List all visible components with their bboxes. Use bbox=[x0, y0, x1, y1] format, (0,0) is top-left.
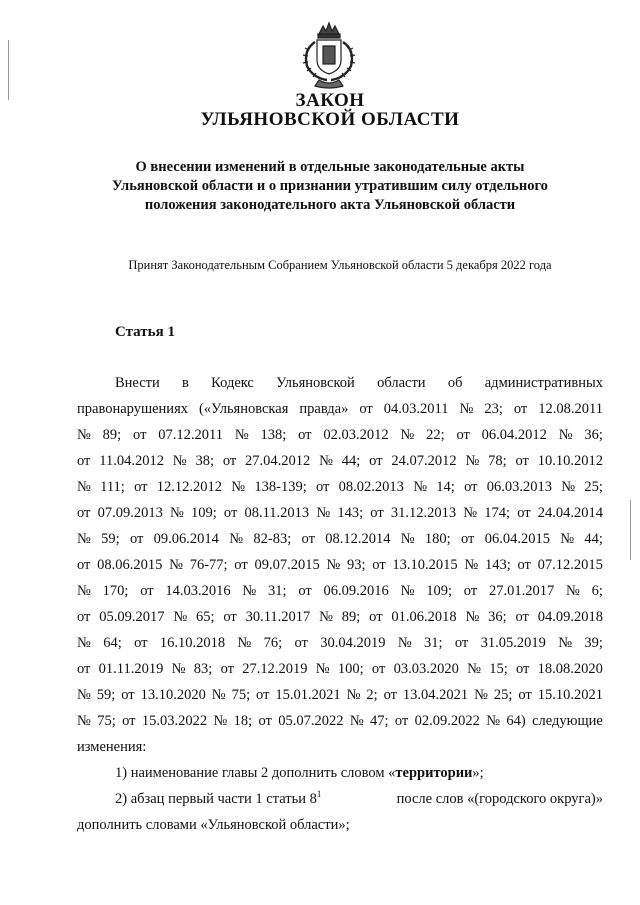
word: от bbox=[134, 479, 148, 495]
word: от bbox=[121, 687, 135, 703]
word: № bbox=[558, 427, 573, 443]
word: 25; bbox=[584, 479, 603, 495]
word: № bbox=[77, 427, 91, 443]
word: 64; bbox=[103, 635, 122, 651]
word: 31.05.2019 bbox=[480, 635, 546, 651]
word: правда» bbox=[299, 401, 349, 417]
word: 78; bbox=[488, 453, 507, 469]
coat-of-arms-emblem bbox=[297, 20, 361, 90]
word: от bbox=[77, 661, 91, 677]
scan-edge-mark bbox=[8, 40, 9, 100]
body-line bbox=[77, 500, 603, 526]
word: № bbox=[561, 479, 576, 495]
scan-edge-mark bbox=[630, 500, 631, 560]
word: 22; bbox=[426, 427, 445, 443]
word: № bbox=[234, 427, 249, 443]
word: 01.11.2019 bbox=[98, 661, 164, 677]
word: об bbox=[447, 375, 463, 391]
adoption-note: Принят Законодательным Собранием Ульяновской области 5 декабря 2022 года bbox=[128, 258, 552, 272]
word: 08.02.2013 bbox=[338, 479, 404, 495]
word: 138; bbox=[260, 427, 287, 443]
word: № bbox=[77, 713, 91, 729]
word: 65; bbox=[195, 609, 215, 625]
word: 10.10.2012 bbox=[537, 453, 603, 469]
word: 06.04.2015 bbox=[484, 531, 550, 547]
word: № bbox=[349, 713, 364, 729]
word: Кодекс bbox=[211, 375, 254, 391]
body-line bbox=[77, 552, 603, 578]
word: 83; bbox=[193, 661, 213, 677]
word: 31; bbox=[424, 635, 443, 651]
word: 15.03.2022 bbox=[141, 713, 208, 729]
word: от bbox=[220, 661, 234, 677]
word: 12.08.2011 bbox=[538, 401, 603, 417]
body-line bbox=[77, 656, 603, 682]
word: 27.01.2017 bbox=[488, 583, 555, 599]
word: 143; bbox=[337, 505, 364, 521]
word: 06.04.2012 bbox=[481, 427, 547, 443]
word: 6; bbox=[591, 583, 603, 599]
word: 08.11.2013 bbox=[244, 505, 310, 521]
word: 04.03.2011 bbox=[383, 401, 449, 417]
word: от bbox=[77, 453, 91, 469]
word: 13.04.2021 bbox=[402, 687, 469, 703]
word: 02.09.2022 bbox=[414, 713, 480, 729]
word: от bbox=[122, 713, 136, 729]
word: 38; bbox=[195, 453, 214, 469]
word: 47; bbox=[370, 713, 389, 729]
item1-prefix: 1) наименование главы 2 дополнить словом « bbox=[115, 765, 396, 781]
word: 04.09.2018 bbox=[537, 609, 603, 625]
word: от bbox=[301, 531, 315, 547]
word: 109; bbox=[190, 505, 217, 521]
body-line bbox=[77, 422, 603, 448]
word: 01.06.2018 bbox=[391, 609, 457, 625]
word: № bbox=[459, 401, 474, 417]
word: от bbox=[515, 453, 529, 469]
word: Ульяновской bbox=[276, 375, 355, 391]
word: 30.11.2017 bbox=[245, 609, 311, 625]
word: № bbox=[400, 583, 415, 599]
list-item-2-continued: дополнить словами «Ульяновской области»; bbox=[77, 817, 350, 833]
word: 143; bbox=[484, 557, 511, 573]
word: № bbox=[242, 583, 257, 599]
word: от bbox=[464, 479, 478, 495]
word: 59; bbox=[101, 531, 120, 547]
word: 36; bbox=[488, 609, 507, 625]
word: от bbox=[518, 687, 532, 703]
word: от bbox=[359, 401, 373, 417]
law-region-title: УЛЬЯНОВСКОЙ ОБЛАСТИ bbox=[200, 109, 460, 130]
word: 76-77; bbox=[189, 557, 228, 573]
word: 07.12.2015 bbox=[537, 557, 603, 573]
word: Внести bbox=[115, 375, 160, 391]
word: 44; bbox=[584, 531, 603, 547]
word: 11.04.2012 bbox=[99, 453, 164, 469]
word: 2; bbox=[366, 687, 378, 703]
item2-superscript: 1 bbox=[316, 789, 322, 799]
word: 08.06.2015 bbox=[97, 557, 163, 573]
word: № bbox=[463, 505, 478, 521]
word: от bbox=[298, 583, 312, 599]
word: от bbox=[77, 505, 91, 521]
body-line bbox=[77, 630, 603, 656]
item2-text-a bbox=[115, 786, 321, 812]
word: 180; bbox=[424, 531, 451, 547]
word: № bbox=[171, 661, 186, 677]
word: № bbox=[465, 609, 480, 625]
word: от bbox=[133, 427, 147, 443]
word: 59; bbox=[96, 687, 116, 703]
word: № bbox=[474, 687, 488, 703]
word: 18; bbox=[233, 713, 253, 729]
word: 36; bbox=[584, 427, 603, 443]
word: 07.09.2013 bbox=[97, 505, 163, 521]
word: от bbox=[140, 583, 154, 599]
body-line bbox=[77, 370, 603, 396]
word: 93; bbox=[347, 557, 366, 573]
word: № bbox=[173, 609, 188, 625]
word: 75; bbox=[231, 687, 251, 703]
word: 89; bbox=[341, 609, 361, 625]
word: № bbox=[465, 453, 480, 469]
word: № bbox=[231, 479, 246, 495]
word: от bbox=[394, 713, 409, 729]
word: 18.08.2020 bbox=[537, 661, 603, 677]
body-line bbox=[77, 474, 603, 500]
word: следующие bbox=[532, 713, 603, 729]
word: № bbox=[560, 531, 575, 547]
word: 89; bbox=[102, 427, 122, 443]
word: 31; bbox=[268, 583, 287, 599]
word: от bbox=[513, 401, 528, 417]
word: от bbox=[369, 453, 383, 469]
word: от bbox=[223, 609, 237, 625]
word: 05.09.2017 bbox=[99, 609, 165, 625]
item1-bold-word: территории bbox=[395, 765, 473, 781]
body-line bbox=[77, 604, 603, 630]
word: («Ульяновская bbox=[199, 401, 289, 417]
word: от bbox=[129, 531, 144, 547]
item1-suffix: »; bbox=[472, 765, 484, 781]
word: № bbox=[211, 687, 226, 703]
word: № bbox=[77, 687, 91, 703]
word: № bbox=[346, 687, 361, 703]
word: 27.12.2019 bbox=[242, 661, 308, 677]
word: от bbox=[77, 557, 91, 573]
word: от bbox=[369, 609, 383, 625]
list-item-1 bbox=[77, 760, 603, 786]
word: 07.12.2011 bbox=[158, 427, 223, 443]
word: № bbox=[565, 583, 580, 599]
word: от bbox=[222, 453, 237, 469]
subtitle-line: положения законодательного акта Ульяновской области bbox=[144, 197, 516, 213]
word: № bbox=[316, 505, 331, 521]
word: 138-139; bbox=[254, 479, 307, 495]
word: 39; bbox=[584, 635, 603, 651]
word: от bbox=[456, 427, 470, 443]
word: от bbox=[294, 635, 308, 651]
word: № bbox=[413, 479, 428, 495]
word: в bbox=[182, 375, 189, 391]
word: 111; bbox=[100, 479, 125, 495]
word: от bbox=[371, 661, 386, 677]
word: 82-83; bbox=[253, 531, 292, 547]
word: № bbox=[169, 505, 184, 521]
word: № bbox=[326, 557, 341, 573]
word: № bbox=[237, 635, 252, 651]
word: 12.12.2012 bbox=[156, 479, 222, 495]
word: 02.03.2012 bbox=[323, 427, 389, 443]
word: 14; bbox=[436, 479, 455, 495]
word: 15; bbox=[489, 661, 508, 677]
word: 27.04.2012 bbox=[245, 453, 311, 469]
body-line bbox=[77, 578, 603, 604]
item2-text-b: после слов «(городского округа)» bbox=[396, 791, 603, 807]
word: области bbox=[377, 375, 426, 391]
word: № bbox=[77, 531, 91, 547]
word: № bbox=[486, 713, 501, 729]
word: 15.01.2021 bbox=[275, 687, 341, 703]
word: 23; bbox=[484, 401, 503, 417]
word: 64) bbox=[506, 713, 526, 729]
body-line bbox=[77, 448, 603, 474]
word: 174; bbox=[484, 505, 511, 521]
word: от bbox=[223, 505, 238, 521]
word: от bbox=[454, 635, 469, 651]
word: № bbox=[77, 635, 91, 651]
word: 15.10.2021 bbox=[537, 687, 603, 703]
article-body bbox=[77, 370, 603, 838]
word: 170; bbox=[102, 583, 129, 599]
law-subtitle bbox=[90, 158, 570, 215]
word: 31.12.2013 bbox=[390, 505, 457, 521]
word: от bbox=[134, 635, 148, 651]
word: № bbox=[400, 531, 415, 547]
word: № bbox=[319, 453, 333, 469]
word: № bbox=[400, 427, 415, 443]
word: № bbox=[229, 531, 244, 547]
word: от bbox=[234, 557, 248, 573]
word: от bbox=[372, 557, 386, 573]
word: 24.04.2014 bbox=[537, 505, 603, 521]
word: 13.10.2015 bbox=[392, 557, 458, 573]
word: от bbox=[383, 687, 397, 703]
word: 109; bbox=[426, 583, 452, 599]
word: № bbox=[319, 609, 333, 625]
subtitle-line: О внесении изменений в отдельные законодательные акты bbox=[135, 159, 525, 175]
word: № bbox=[169, 557, 183, 573]
word: 30.04.2019 bbox=[320, 635, 386, 651]
word: от bbox=[298, 427, 312, 443]
list-item-2 bbox=[77, 786, 603, 812]
body-line bbox=[77, 526, 603, 552]
word: 08.12.2014 bbox=[325, 531, 391, 547]
word: 25; bbox=[493, 687, 513, 703]
word: административных bbox=[484, 375, 603, 391]
word: № bbox=[558, 635, 573, 651]
subtitle-line: Ульяновской области и о признании утратившим силу отдельного bbox=[112, 178, 548, 194]
word: от bbox=[460, 531, 475, 547]
law-title: ЗАКОН bbox=[295, 90, 365, 111]
word: от bbox=[316, 479, 330, 495]
word: № bbox=[467, 661, 481, 677]
word: 06.03.2013 bbox=[486, 479, 553, 495]
word: 05.07.2022 bbox=[278, 713, 344, 729]
word: от bbox=[517, 505, 531, 521]
word: 09.07.2015 bbox=[254, 557, 320, 573]
word: от bbox=[515, 609, 529, 625]
word: 13.10.2020 bbox=[140, 687, 206, 703]
word: № bbox=[77, 479, 91, 495]
word: № bbox=[77, 583, 91, 599]
word: от bbox=[516, 661, 530, 677]
word: 75; bbox=[97, 713, 116, 729]
body-line: изменения: bbox=[77, 739, 147, 755]
word: № bbox=[213, 713, 228, 729]
word: правонарушениях bbox=[77, 401, 188, 417]
body-line bbox=[77, 682, 603, 708]
word: № bbox=[397, 635, 412, 651]
word: № bbox=[464, 557, 479, 573]
word: 76; bbox=[263, 635, 283, 651]
word: № bbox=[315, 661, 330, 677]
word: 44; bbox=[341, 453, 361, 469]
word: 14.03.2016 bbox=[165, 583, 231, 599]
article-heading: Статья 1 bbox=[115, 324, 175, 340]
word: 16.10.2018 bbox=[159, 635, 226, 651]
word: от bbox=[463, 583, 478, 599]
word: 06.09.2016 bbox=[323, 583, 389, 599]
body-line bbox=[77, 708, 603, 734]
word: 24.07.2012 bbox=[391, 453, 457, 469]
word: от bbox=[256, 687, 270, 703]
word: 03.03.2020 bbox=[393, 661, 459, 677]
item2-article-ref: 2) абзац первый части 1 статьи 8 bbox=[115, 791, 317, 807]
word: от bbox=[370, 505, 384, 521]
word: от bbox=[77, 609, 91, 625]
word: 09.06.2014 bbox=[153, 531, 219, 547]
word: от bbox=[258, 713, 272, 729]
body-line bbox=[77, 396, 603, 422]
word: № bbox=[172, 453, 187, 469]
word: от bbox=[517, 557, 531, 573]
word: 100; bbox=[337, 661, 364, 677]
